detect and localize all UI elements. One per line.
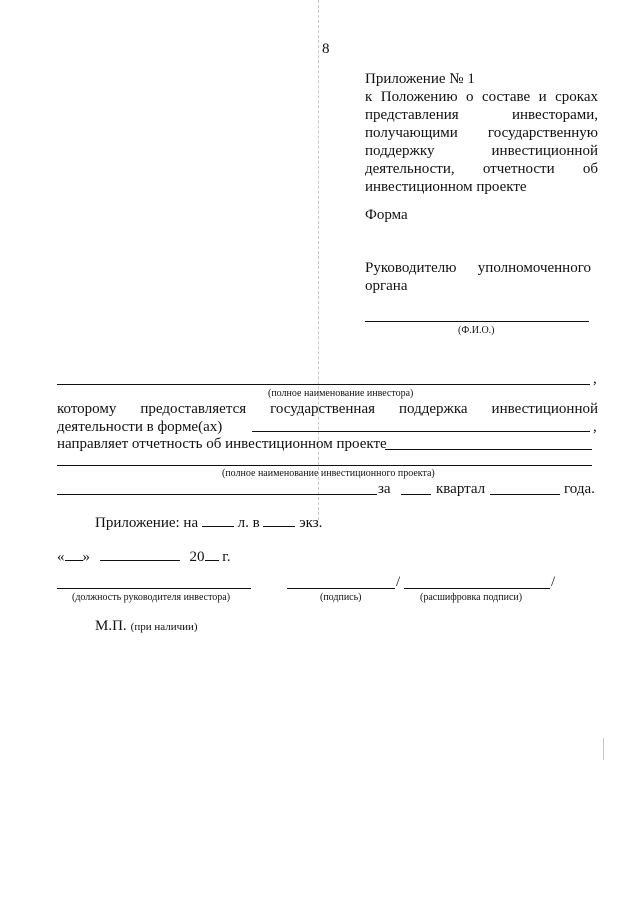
report-text: направляет отчетность об инвестиционном проекте [57, 436, 387, 452]
appendix-line: деятельности, отчетности об [365, 161, 598, 177]
year-field[interactable] [490, 494, 560, 495]
attachment-line [95, 512, 322, 532]
period-field[interactable] [57, 494, 377, 495]
position-field[interactable] [57, 588, 251, 589]
appendix-line: поддержку инвестиционной [365, 143, 598, 159]
report-project-field[interactable] [385, 449, 592, 450]
fio-field[interactable] [365, 321, 589, 322]
period-za: за [378, 481, 391, 497]
comma: , [593, 371, 597, 387]
appendix-block [365, 70, 598, 196]
addressee-line: Руководителю уполномоченного [365, 260, 591, 276]
investor-name-field[interactable] [57, 384, 590, 385]
attachment-prefix: Приложение: на [95, 515, 199, 531]
quarter-field[interactable] [401, 494, 431, 495]
attachment-suffix: экз. [299, 515, 323, 531]
day-field[interactable] [65, 546, 83, 561]
fio-caption: (Ф.И.О.) [458, 325, 495, 336]
date-open-quote: « [57, 549, 65, 565]
date-line [57, 546, 230, 566]
addressee-block [365, 259, 591, 295]
decoding-caption: (расшифровка подписи) [420, 592, 523, 603]
pages-count-field[interactable] [202, 512, 234, 527]
attachment-middle: л. в [237, 515, 260, 531]
signature-caption: (подпись) [320, 592, 362, 603]
period-goda: года. [564, 481, 595, 497]
period-kvartal: квартал [436, 481, 486, 497]
stamp-note: (при наличии) [130, 621, 198, 633]
slash: / [551, 574, 556, 590]
addressee-line: органа [365, 278, 408, 294]
stamp-line [95, 617, 198, 635]
decoding-field[interactable] [404, 588, 550, 589]
slash: / [396, 574, 401, 590]
date-close-quote: » [82, 549, 90, 565]
appendix-line: к Положению о составе и сроках [365, 89, 598, 105]
position-caption: (должность руководителя инвестора) [72, 592, 231, 603]
project-name-field[interactable] [57, 465, 592, 466]
scan-mark [603, 738, 604, 760]
appendix-line: получающими государственную [365, 125, 598, 141]
copies-count-field[interactable] [263, 512, 295, 527]
appendix-line: инвестиционном проекте [365, 179, 527, 195]
project-caption: (полное наименование инвестиционного проекта) [222, 468, 435, 479]
year-suffix-field[interactable] [205, 546, 219, 561]
signature-field[interactable] [287, 588, 395, 589]
page-number: 8 [322, 41, 330, 57]
appendix-line: представления инвесторами, [365, 107, 598, 123]
support-form-label: деятельности в форме(ах) [57, 419, 223, 435]
stamp-label: М.П. [95, 618, 127, 634]
appendix-title: Приложение № 1 [365, 71, 475, 87]
month-field[interactable] [100, 546, 180, 561]
investor-caption: (полное наименование инвестора) [268, 388, 414, 399]
support-form-field[interactable] [252, 431, 590, 432]
comma: , [593, 419, 597, 435]
date-year-suffix: г. [222, 549, 231, 565]
form-label: Форма [365, 207, 408, 223]
date-year-prefix: 20 [189, 549, 205, 565]
support-text-line: которому предоставляется государственная поддержка инвестиционной [57, 401, 598, 417]
